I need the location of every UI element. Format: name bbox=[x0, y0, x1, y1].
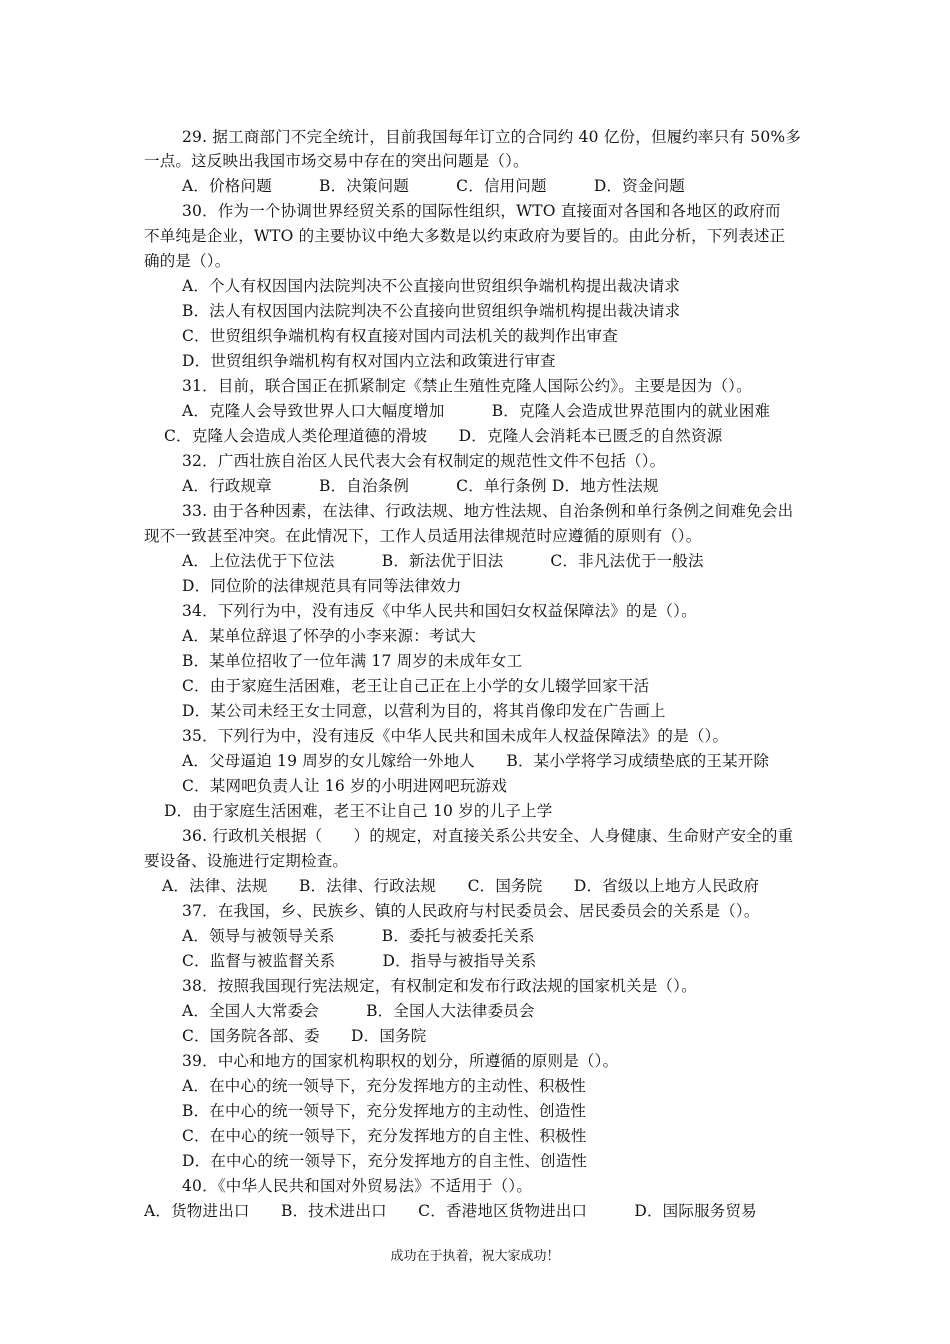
question-40-line-1: 40．《中华人民共和国对外贸易法》不适用于（）。 bbox=[182, 1177, 533, 1195]
question-39-option-a: A．在中心的统一领导下，充分发挥地方的主动性、积极性 bbox=[182, 1077, 586, 1095]
question-38-options-cd: C．国务院各部、委 D．国务院 bbox=[182, 1027, 427, 1045]
question-32-options: A．行政规章 B．自治条例 C．单行条例 D．地方性法规 bbox=[182, 477, 659, 495]
question-38-line-1: 38．按照我国现行宪法规定，有权制定和发布行政法规的国家机关是（）。 bbox=[182, 977, 697, 995]
question-33-line-2: 现不一致甚至冲突。在此情况下，工作人员适用法律规范时应遵循的原则有（）。 bbox=[144, 527, 702, 545]
question-36-line-1: 36. 行政机关根据（ ）的规定，对直接关系公共安全、人身健康、生命财产安全的重 bbox=[182, 827, 794, 845]
question-30-option-c: C．世贸组织争端机构有权直接对国内司法机关的裁判作出审查 bbox=[182, 327, 618, 345]
question-39-line-1: 39．中心和地方的国家机构职权的划分，所遵循的原则是（）。 bbox=[182, 1052, 619, 1070]
question-30-option-d: D．世贸组织争端机构有权对国内立法和政策进行审查 bbox=[182, 352, 556, 370]
question-37-line-1: 37．在我国，乡、民族乡、镇的人民政府与村民委员会、居民委员会的关系是（）。 bbox=[182, 902, 760, 920]
question-29-line-2: 一点。这反映出我国市场交易中存在的突出问题是（）。 bbox=[144, 152, 529, 170]
question-34-option-d: D．某公司未经王女士同意，以营利为目的，将其肖像印发在广告画上 bbox=[182, 702, 666, 720]
question-37-options-cd: C．监督与被监督关系 D．指导与被指导关系 bbox=[182, 952, 537, 970]
question-36-line-2: 要设备、设施进行定期检查。 bbox=[144, 852, 349, 870]
question-31-options-ab: A．克隆人会导致世界人口大幅度增加 B．克隆人会造成世界范围内的就业困难 bbox=[182, 402, 771, 420]
question-31-options-cd: C．克隆人会造成人类伦理道德的滑坡 D．克隆人会消耗本已匮乏的自然资源 bbox=[164, 427, 723, 445]
question-30-line-1: 30．作为一个协调世界经贸关系的国际性组织，WTO 直接面对各国和各地区的政府而 bbox=[182, 202, 781, 220]
question-39-option-d: D．在中心的统一领导下，充分发挥地方的自主性、创造性 bbox=[182, 1152, 588, 1170]
question-32-line-1: 32．广西壮族自治区人民代表大会有权制定的规范性文件不包括（）。 bbox=[182, 452, 666, 470]
question-33-option-d: D．同位阶的法律规范具有同等法律效力 bbox=[182, 577, 462, 595]
question-33-line-1: 33. 由于各种因素，在法律、行政法规、地方性法规、自治条例和单行条例之间难免会出 bbox=[182, 502, 794, 520]
question-36-options: A．法律、法规 B．法律、行政法规 C．国务院 D．省级以上地方人民政府 bbox=[162, 877, 760, 895]
question-35-line-1: 35．下列行为中，没有违反《中华人民共和国未成年人权益保障法》的是（）。 bbox=[182, 727, 729, 745]
question-40-options: A．货物进出口 B．技术进出口 C．香港地区货物进出口 D．国际服务贸易 bbox=[144, 1202, 757, 1220]
question-31-line-1: 31．目前，联合国正在抓紧制定《禁止生殖性克隆人国际公约》。主要是因为（）。 bbox=[182, 377, 752, 395]
question-39-option-c: C．在中心的统一领导下，充分发挥地方的自主性、积极性 bbox=[182, 1127, 587, 1145]
question-38-options-ab: A．全国人大常委会 B．全国人大法律委员会 bbox=[182, 1002, 535, 1020]
question-35-option-c: C．某网吧负责人让 16 岁的小明进网吧玩游戏 bbox=[182, 777, 508, 795]
question-35-option-d: D．由于家庭生活困难，老王不让自己 10 岁的儿子上学 bbox=[164, 802, 553, 820]
question-34-line-1: 34．下列行为中，没有违反《中华人民共和国妇女权益保障法》的是（）。 bbox=[182, 602, 697, 620]
question-29-options: A．价格问题 B．决策问题 C．信用问题 D．资金问题 bbox=[182, 177, 685, 195]
question-30-option-a: A．个人有权因国内法院判决不公直接向世贸组织争端机构提出裁决请求 bbox=[182, 277, 681, 295]
question-34-option-c: C．由于家庭生活困难，老王让自己正在上小学的女儿辍学回家干活 bbox=[182, 677, 650, 695]
question-35-options-ab: A．父母逼迫 19 周岁的女儿嫁给一外地人 B．某小学将学习成绩垫底的王某开除 bbox=[182, 752, 770, 770]
question-30-line-2: 不单纯是企业，WTO 的主要协议中绝大多数是以约束政府为要旨的。由此分析，下列表述正 bbox=[144, 227, 786, 245]
question-39-option-b: B．在中心的统一领导下，充分发挥地方的主动性、创造性 bbox=[182, 1102, 587, 1120]
question-29-line-1: 29. 据工商部门不完全统计，目前我国每年订立的合同约 40 亿份，但履约率只有 50%多 bbox=[182, 128, 802, 146]
question-33-options-abc: A．上位法优于下位法 B．新法优于旧法 C．非凡法优于一般法 bbox=[182, 552, 704, 570]
question-34-option-b: B．某单位招收了一位年满 17 周岁的未成年女工 bbox=[182, 652, 523, 670]
question-30-line-3: 确的是（）。 bbox=[144, 252, 231, 270]
question-37-options-ab: A．领导与被领导关系 B．委托与被委托关系 bbox=[182, 927, 535, 945]
question-30-option-b: B．法人有权因国内法院判决不公直接向世贸组织争端机构提出裁决请求 bbox=[182, 302, 681, 320]
question-34-option-a: A．某单位辞退了怀孕的小李来源：考试大 bbox=[182, 627, 476, 645]
page-footer: 成功在于执着，祝大家成功！ bbox=[390, 1249, 560, 1264]
